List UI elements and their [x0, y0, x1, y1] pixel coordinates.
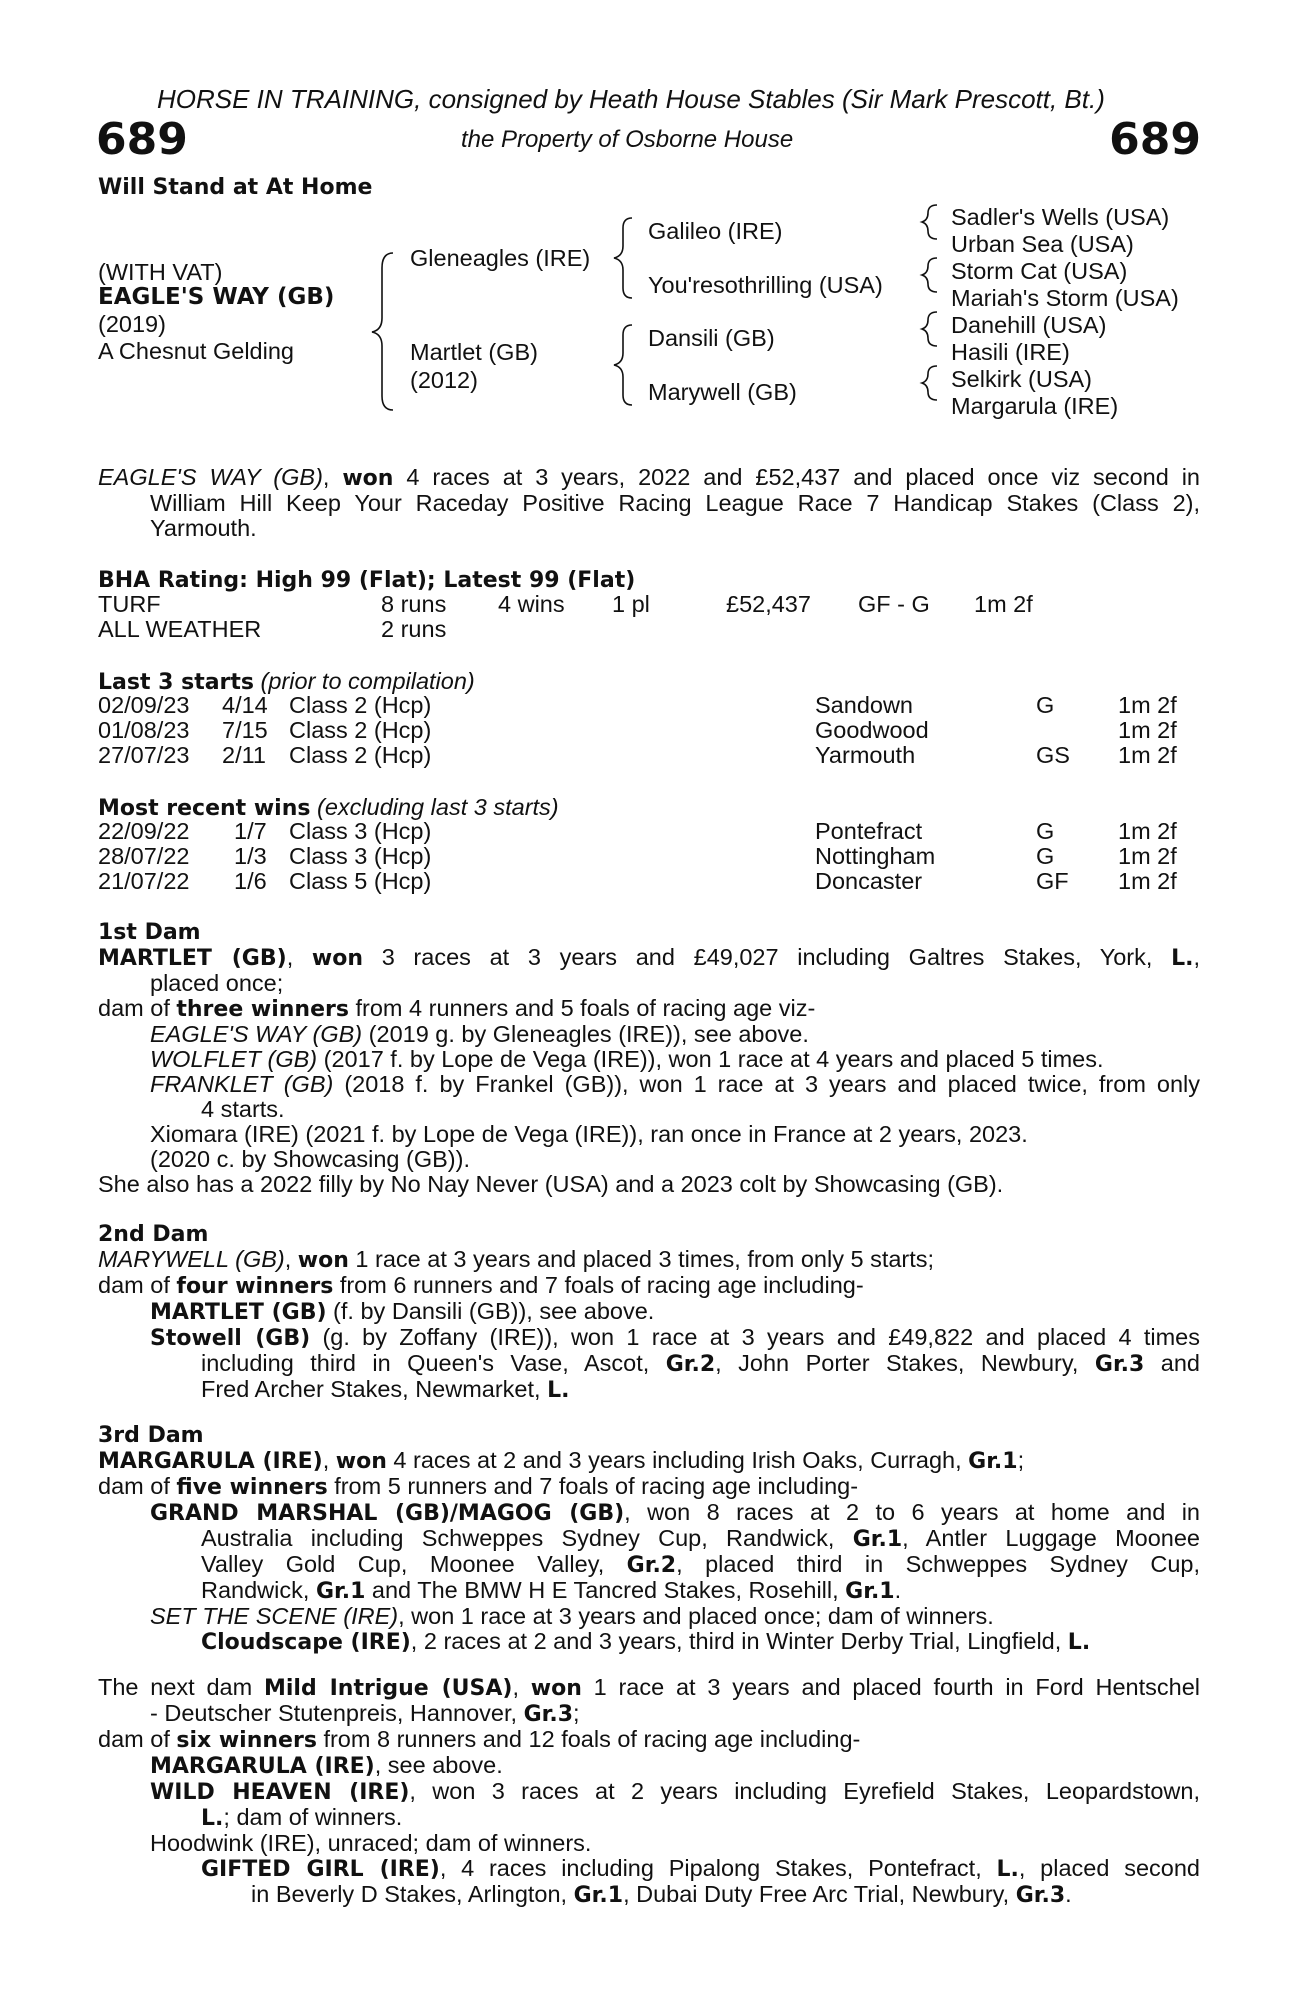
text-run: G [1036, 843, 1055, 869]
text-run: - Deutscher Stutenpreis, Hannover, [150, 1700, 524, 1726]
text-run: dam of [98, 1272, 177, 1298]
text-run: Class 3 (Hcp) [289, 818, 432, 844]
sire: Gleneagles (IRE) [410, 245, 591, 271]
text-run: L. [201, 1806, 224, 1831]
text-line [98, 1675, 1200, 1701]
last3-title [98, 668, 475, 695]
text-run: 8 runs [381, 591, 447, 617]
dd-dam: Margarula (IRE) [951, 393, 1119, 419]
text-run: L. [1067, 1630, 1091, 1655]
dam: Martlet (GB) [410, 339, 538, 365]
text-run: six winners [176, 1728, 317, 1753]
text-run: L. [996, 1857, 1019, 1882]
text-line [98, 1856, 1200, 1882]
text-run: (g. by Zoffany (IRE)), won 1 race at 3 years and £49,822 and placed 4 times [310, 1324, 1200, 1350]
text-run: Xiomara (IRE) (2021 f. by Lope de Vega (IRE)), ran once in France at 2 years, 2023. [150, 1121, 1028, 1147]
text-run: Class 2 (Hcp) [289, 692, 432, 718]
ds-dam: Hasili (IRE) [951, 339, 1070, 365]
text-run: Goodwood [815, 717, 929, 743]
text-run: G [1036, 692, 1055, 718]
text-run: Gr.3 [1094, 1352, 1145, 1377]
text-run: from 4 runners and 5 foals of racing age viz- [348, 995, 816, 1021]
text-run: , [1193, 944, 1201, 970]
text-run: WOLFLET (GB) [150, 1046, 318, 1072]
ss-sire: Sadler's Wells (USA) [951, 204, 1170, 230]
text-run: three winners [176, 997, 349, 1022]
text-run: £52,437 [726, 591, 811, 617]
text-run: , [284, 1246, 298, 1272]
text-run: SET THE SCENE (IRE) [150, 1603, 399, 1629]
text-run: MARGARULA (IRE) [98, 1449, 323, 1474]
text-run: Last 3 starts [98, 670, 255, 695]
text-run: MARTLET (GB) [98, 946, 287, 971]
first-dam-text [98, 945, 1200, 1197]
text-run: 1/6 [234, 868, 267, 894]
text-run: Gr.1 [968, 1449, 1018, 1474]
text-line [98, 1526, 1200, 1552]
second-dam-heading: 2nd Dam [98, 1222, 209, 1247]
text-run: Gr.1 [573, 1883, 624, 1908]
text-run: 1m 2f [1118, 868, 1177, 894]
text-line [98, 1474, 1200, 1500]
sd-dam: Mariah's Storm (USA) [951, 285, 1179, 311]
race-summary [98, 465, 1200, 541]
text-line [98, 1047, 1200, 1072]
text-run: (excluding last 3 starts) [310, 794, 559, 820]
text-run: , see above. [374, 1752, 503, 1778]
text-run: (prior to compilation) [254, 668, 475, 694]
text-run: dam of [98, 1473, 177, 1499]
text-run: MARTLET (GB) [150, 1300, 327, 1325]
text-run: Gr.1 [315, 1579, 366, 1604]
text-run: , won 1 race at 3 years and placed once; dam of winners. [398, 1603, 994, 1629]
stand-note: Will Stand at At Home [98, 175, 373, 200]
text-run: TURF [98, 591, 161, 617]
text-run: (2020 c. by Showcasing (GB)). [150, 1146, 470, 1172]
text-line [98, 1882, 1200, 1908]
text-line [98, 1604, 1200, 1629]
text-line [98, 1753, 1200, 1779]
text-run: Gr.1 [845, 1579, 895, 1604]
text-run: , Antler Luggage Moonee [902, 1525, 1200, 1551]
text-run: 4 wins [498, 591, 565, 617]
text-line [98, 1377, 1200, 1403]
text-run: The next dam [98, 1674, 264, 1700]
dam-year: (2012) [410, 367, 478, 393]
text-run: Nottingham [815, 843, 936, 869]
text-run: Gr.2 [626, 1553, 677, 1578]
text-run: Valley Gold Cup, Moonee Valley, [201, 1551, 627, 1577]
text-run: 1m 2f [1118, 818, 1177, 844]
text-line [98, 1629, 1200, 1655]
text-run: . [1065, 1881, 1072, 1907]
text-run: Mild Intrigue (USA) [263, 1676, 513, 1701]
next-dam-text [98, 1675, 1200, 1908]
text-line [98, 465, 1200, 491]
text-run: , Dubai Duty Free Arc Trial, Newbury, [623, 1881, 1016, 1907]
text-line [98, 1779, 1200, 1805]
text-run: dam of [98, 1726, 177, 1752]
text-line [98, 1552, 1200, 1578]
text-run: Class 5 (Hcp) [289, 868, 432, 894]
horse-name: EAGLE'S WAY (GB) [98, 284, 335, 310]
first-dam-heading: 1st Dam [98, 920, 201, 945]
text-run: GS [1036, 742, 1070, 768]
text-run: GF [1036, 868, 1069, 894]
text-run: , [512, 1674, 531, 1700]
text-run: She also has a 2022 filly by No Nay Never (USA) and a 2023 colt by Showcasing (GB). [98, 1171, 1004, 1197]
text-line [98, 1701, 1200, 1727]
text-run: ; [573, 1700, 580, 1726]
consignor-line: HORSE IN TRAINING, consigned by Heath House Stables (Sir Mark Prescott, Bt.) [157, 84, 1105, 114]
text-run: GIFTED GIRL (IRE) [201, 1857, 440, 1882]
third-dam-text [98, 1448, 1200, 1655]
text-run: G [1036, 818, 1055, 844]
text-run: ; dam of winners. [223, 1804, 403, 1830]
text-line [98, 1247, 1200, 1273]
text-run: MARGARULA (IRE) [150, 1754, 375, 1779]
text-line [98, 1805, 1200, 1831]
text-run: , placed third in Schweppes Sydney Cup, [676, 1551, 1200, 1577]
text-run: Sandown [815, 692, 913, 718]
text-run: dam of [98, 995, 177, 1021]
rating-title: BHA Rating: High 99 (Flat); Latest 99 (Flat) [98, 568, 636, 593]
text-run: , John Porter Stakes, Newbury, [715, 1350, 1095, 1376]
text-run: 02/09/23 [98, 692, 190, 718]
text-run: 3 races at 3 years and £49,027 including Galtres Stakes, York, [363, 944, 1172, 970]
text-run: EAGLE'S WAY (GB) [150, 1021, 363, 1047]
text-run: , [286, 944, 312, 970]
text-run: 27/07/23 [98, 742, 190, 768]
text-run: , won 8 races at 2 to 6 years at home and in [624, 1499, 1200, 1525]
text-run: 1m 2f [974, 591, 1033, 617]
text-line [98, 1022, 1200, 1047]
ss-dam: Urban Sea (USA) [951, 231, 1134, 257]
text-run: Gr.3 [523, 1702, 574, 1727]
lot-number-right: 689 [1109, 114, 1201, 165]
text-run: Class 3 (Hcp) [289, 843, 432, 869]
text-run: ; [1017, 1447, 1025, 1473]
text-run: four winners [176, 1274, 334, 1299]
text-run: 7/15 [222, 717, 268, 743]
text-run: won [530, 1676, 582, 1701]
text-run: MARYWELL (GB) [98, 1246, 285, 1272]
recent-wins-title [98, 794, 559, 821]
text-run: 4 starts. [201, 1096, 285, 1122]
text-line [98, 945, 1200, 971]
text-run: and [1144, 1350, 1201, 1376]
second-dam-text [98, 1247, 1200, 1403]
text-run: GRAND MARSHAL (GB)/MAGOG (GB) [150, 1501, 625, 1526]
text-run: 22/09/22 [98, 818, 190, 844]
text-run: (2019 g. by Gleneagles (IRE)), see above. [362, 1021, 809, 1047]
sd-sire: Storm Cat (USA) [951, 258, 1128, 284]
text-run: 1 race at 3 years and placed fourth in Ford Hentschel [581, 1674, 1200, 1700]
text-line [98, 1351, 1200, 1377]
text-run: Class 2 (Hcp) [289, 742, 432, 768]
text-run: ALL WEATHER [98, 616, 262, 642]
text-line [98, 1500, 1200, 1526]
text-run: (f. by Dansili (GB)), see above. [326, 1298, 655, 1324]
text-run: William Hill Keep Your Raceday Positive Racing League Race 7 Handicap Stakes (Class 2), [150, 490, 1200, 516]
foaling-year: (2019) [98, 311, 166, 337]
text-run: , 2 races at 2 and 3 years, third in Winter Derby Trial, Lingfield, [410, 1628, 1068, 1654]
text-run: GF - G [858, 591, 930, 617]
text-line [98, 1727, 1200, 1753]
text-run: Class 2 (Hcp) [289, 717, 432, 743]
text-run: (2018 f. by Frankel (GB)), won 1 race at 3 years and placed twice, from only [333, 1071, 1200, 1097]
text-run: Yarmouth [815, 742, 916, 768]
text-run: won [311, 946, 364, 971]
sire-sire: Galileo (IRE) [648, 218, 783, 244]
vat-note: (WITH VAT) [98, 259, 223, 285]
text-run: Cloudscape (IRE) [201, 1630, 411, 1655]
text-line [98, 1072, 1200, 1097]
text-run: 2/11 [222, 742, 266, 768]
text-run: Yarmouth. [150, 515, 257, 541]
text-run: , 4 races including Pipalong Stakes, Pontefract, [439, 1855, 997, 1881]
text-run: 1m 2f [1118, 742, 1177, 768]
dam-sire: Dansili (GB) [648, 325, 775, 351]
sire-dam: You'resothrilling (USA) [648, 272, 883, 298]
text-run: from 5 runners and 7 foals of racing age including- [327, 1473, 859, 1499]
text-run: 4 races at 2 and 3 years including Irish Oaks, Curragh, [386, 1447, 969, 1473]
text-run: Gr.3 [1015, 1883, 1066, 1908]
text-line [98, 1448, 1200, 1474]
third-dam-heading: 3rd Dam [98, 1423, 204, 1448]
text-run: 2 runs [381, 616, 447, 642]
text-run: 4 races at 3 years, 2022 and £52,437 and placed once viz second in [393, 464, 1200, 490]
text-run: 1 race at 3 years and placed 3 times, from only 5 starts; [348, 1246, 935, 1272]
ds-sire: Danehill (USA) [951, 312, 1107, 338]
text-run: won [342, 466, 394, 491]
text-run: and The BMW H E Tancred Stakes, Rosehill, [365, 1577, 846, 1603]
text-line [98, 996, 1200, 1022]
text-run: Gr.1 [852, 1527, 903, 1552]
text-run: Stowell (GB) [150, 1326, 311, 1351]
text-run: L. [547, 1378, 570, 1403]
text-run: Hoodwink (IRE), unraced; dam of winners. [150, 1830, 592, 1856]
text-run: from 8 runners and 12 foals of racing age including- [316, 1726, 861, 1752]
text-run: Doncaster [815, 868, 923, 894]
text-run: in Beverly D Stakes, Arlington, [251, 1881, 574, 1907]
text-line [98, 1578, 1200, 1604]
text-run: 1m 2f [1118, 692, 1177, 718]
text-run: Most recent wins [98, 796, 311, 821]
text-run: 1/3 [234, 843, 267, 869]
property-line: the Property of Osborne House [461, 126, 794, 153]
text-run: 4/14 [222, 692, 268, 718]
text-run: including third in Queen's Vase, Ascot, [201, 1350, 666, 1376]
text-run: 1/7 [234, 818, 267, 844]
text-run: from 6 runners and 7 foals of racing age including- [333, 1272, 864, 1298]
dd-sire: Selkirk (USA) [951, 366, 1093, 392]
text-run: Gr.2 [665, 1352, 716, 1377]
text-run: won [297, 1248, 349, 1273]
text-run: L. [1171, 946, 1194, 971]
text-run: 21/07/22 [98, 868, 190, 894]
text-run: (2017 f. by Lope de Vega (IRE)), won 1 race at 4 years and placed 5 times. [317, 1046, 1104, 1072]
text-run: EAGLE'S WAY (GB) [98, 464, 323, 490]
dam-dam: Marywell (GB) [648, 379, 797, 405]
text-run: FRANKLET (GB) [150, 1071, 334, 1097]
text-run: five winners [176, 1475, 328, 1500]
text-run: 28/07/22 [98, 843, 190, 869]
text-run: Pontefract [815, 818, 923, 844]
text-run: 1m 2f [1118, 843, 1177, 869]
text-run: , placed second [1018, 1855, 1200, 1881]
text-run: 1 pl [612, 591, 650, 617]
text-line [98, 1273, 1200, 1299]
text-run: . [894, 1577, 902, 1603]
text-run: Fred Archer Stakes, Newmarket, [201, 1376, 548, 1402]
text-run: WILD HEAVEN (IRE) [150, 1780, 410, 1805]
text-run: Australia including Schweppes Sydney Cup, Randwick, [201, 1525, 853, 1551]
text-run: , [322, 464, 343, 490]
text-run: 01/08/23 [98, 717, 190, 743]
text-line [98, 1325, 1200, 1351]
lot-number-left: 689 [96, 114, 188, 165]
text-run: , won 3 races at 2 years including Eyrefield Stakes, Leopardstown, [409, 1778, 1200, 1804]
text-run: placed once; [150, 970, 284, 996]
text-run: won [335, 1449, 387, 1474]
horse-description: A Chesnut Gelding [98, 338, 294, 364]
text-run: 1m 2f [1118, 717, 1177, 743]
text-line [98, 1299, 1200, 1325]
text-run: Randwick, [201, 1577, 316, 1603]
text-run: , [322, 1447, 336, 1473]
